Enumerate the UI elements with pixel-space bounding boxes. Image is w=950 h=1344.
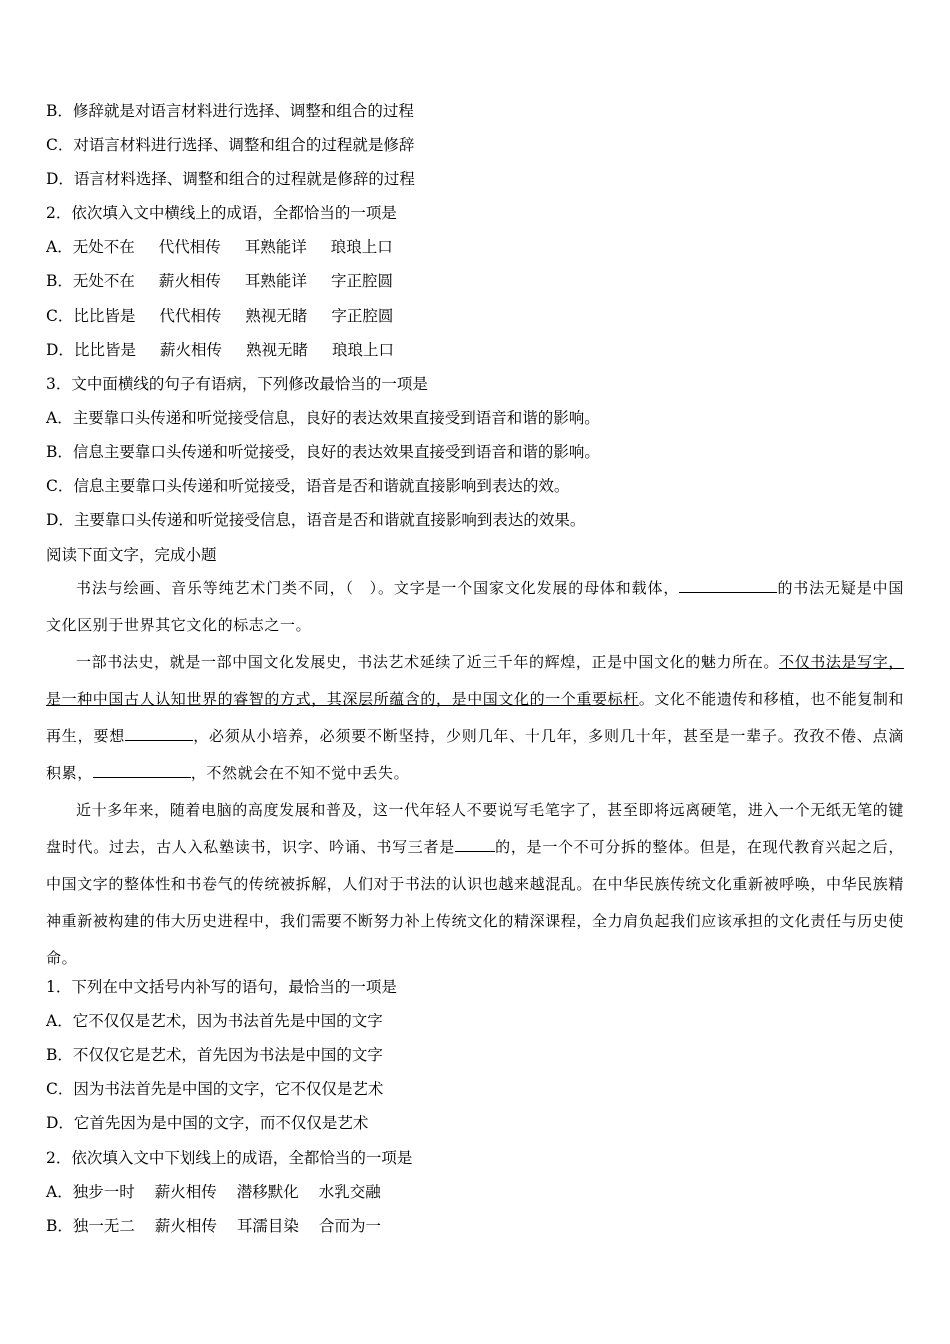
passage-text: ，必须从小培养，必须要不断坚持，少则几年、十几年，多则几十年，甚至是一辈子。孜孜不倦、点滴积累， [46,727,904,782]
fill-blank [93,763,191,778]
passage-text: ，不然就会在不知不觉中丢失。 [190,764,410,782]
option-row [46,271,417,291]
option-word: 比比皆是 [73,341,136,359]
option-word: 代代相传 [158,238,221,256]
passage-text: 的书法无疑是中国文化区别于世界其它文化的标志之一。 [46,579,904,634]
question-stem: 3．文中面横线的句子有语病，下列修改最恰当的一项是 [46,375,428,393]
passage-paragraph-2 [46,644,904,792]
option-d: D．主要靠口头传递和听觉接受信息，语音是否和谐就直接影响到表达的效果。 [46,511,586,529]
option-row [46,340,418,360]
passage-text: 。文化不能遗传和移植，也不能复制和再生，要想 [46,690,905,745]
underlined-sentence: 不仅书法是写字，是一种中国古人认知世界的睿智的方式，其深层所蕴含的，是中国文化的一个重要标杆 [46,653,904,708]
option-b: B．信息主要靠口头传递和听觉接受，良好的表达效果直接受到语音和谐的影响。 [46,443,600,461]
option-word: 字正腔圆 [330,272,393,290]
option-row [46,306,417,326]
option-row [46,237,417,257]
option-word: 耳熟能详 [244,272,307,290]
option-word: 独步一时 [72,1183,135,1201]
option-word: 薪火相传 [159,341,222,359]
option-word: 独一无二 [72,1217,135,1235]
option-b: B．修辞就是对语言材料进行选择、调整和组合的过程 [46,102,414,120]
question-stem: 1．下列在中文括号内补写的语句，最恰当的一项是 [46,978,397,996]
option-label: B． [46,1217,73,1235]
option-word: 薪火相传 [158,272,221,290]
option-word: 字正腔圆 [331,307,394,325]
option-word: 无处不在 [72,238,135,256]
option-word: 琅琅上口 [331,341,394,359]
option-label: D． [46,341,74,359]
passage-paragraph-1 [46,570,904,644]
option-d: D．它首先因为是中国的文字，而不仅仅是艺术 [46,1114,369,1132]
option-word: 薪火相传 [154,1217,217,1235]
fill-blank [679,578,777,593]
option-c: C．对语言材料进行选择、调整和组合的过程就是修辞 [46,136,415,154]
option-label: A． [46,1183,73,1201]
option-word: 薪火相传 [154,1183,217,1201]
option-label: A． [46,238,73,256]
option-word: 熟视无睹 [245,341,308,359]
option-b: B．不仅仅它是艺术，首先因为书法是中国的文字 [46,1046,383,1064]
option-c: C．信息主要靠口头传递和听觉接受，语音是否和谐就直接影响到表达的效。 [46,477,570,495]
option-word: 水乳交融 [318,1183,381,1201]
passage-text: 近十多年来，随着电脑的高度发展和普及，这一代年轻人不要说写毛笔字了，甚至即将远离硬笔，进入一个无纸无笔的键盘时代。过去，古人入私塾读书，识字、吟诵、书写三者是 [46,801,904,856]
option-row [46,1216,401,1236]
passage-text: 的，是一个不可分拆的整体。但是，在现代教育兴起之后，中国文字的整体性和书卷气的传统被拆解，人们对于书法的认识也越来越混乱。在中华民族传统文化重新被呼唤，中华民族精神重新被构建的伟大历史进程中，我们需要不断努力补上传统文化的精深课程，全力肩负起我们应该承担的文化责任与历史使命。 [46,838,905,967]
option-word: 比比皆是 [73,307,136,325]
option-c: C．因为书法首先是中国的文字，它不仅仅是艺术 [46,1080,384,1098]
option-word: 耳濡目染 [236,1217,299,1235]
option-word: 熟视无睹 [245,307,308,325]
option-d: D．语言材料选择、调整和组合的过程就是修辞的过程 [46,170,415,188]
question-stem: 2．依次填入文中下划线上的成语，全都恰当的一项是 [46,1149,413,1167]
option-word: 琅琅上口 [330,238,393,256]
fill-blank [125,726,193,741]
passage-text: 书法与绘画、音乐等纯艺术门类不同，（ ）。文字是一个国家文化发展的母体和载体， [76,579,680,597]
passage-text: 一部书法史，就是一部中国文化发展史，书法艺术延续了近三千年的辉煌，正是中国文化的魅力所在。 [76,653,780,671]
option-a: A．它不仅仅是艺术，因为书法首先是中国的文字 [46,1012,383,1030]
option-label: C． [46,307,74,325]
option-a: A．主要靠口头传递和听觉接受信息，良好的表达效果直接受到语音和谐的影响。 [46,409,600,427]
option-word: 代代相传 [159,307,222,325]
option-row [46,1182,401,1202]
option-word: 无处不在 [72,272,135,290]
reading-instruction: 阅读下面文字，完成小题 [46,546,217,564]
question-stem: 2．依次填入文中横线上的成语，全都恰当的一项是 [46,204,397,222]
option-word: 潜移默化 [236,1183,299,1201]
option-word: 合而为一 [318,1217,381,1235]
fill-blank [455,837,495,852]
option-label: B． [46,272,73,290]
passage-paragraph-3 [46,792,904,977]
option-word: 耳熟能详 [244,238,307,256]
